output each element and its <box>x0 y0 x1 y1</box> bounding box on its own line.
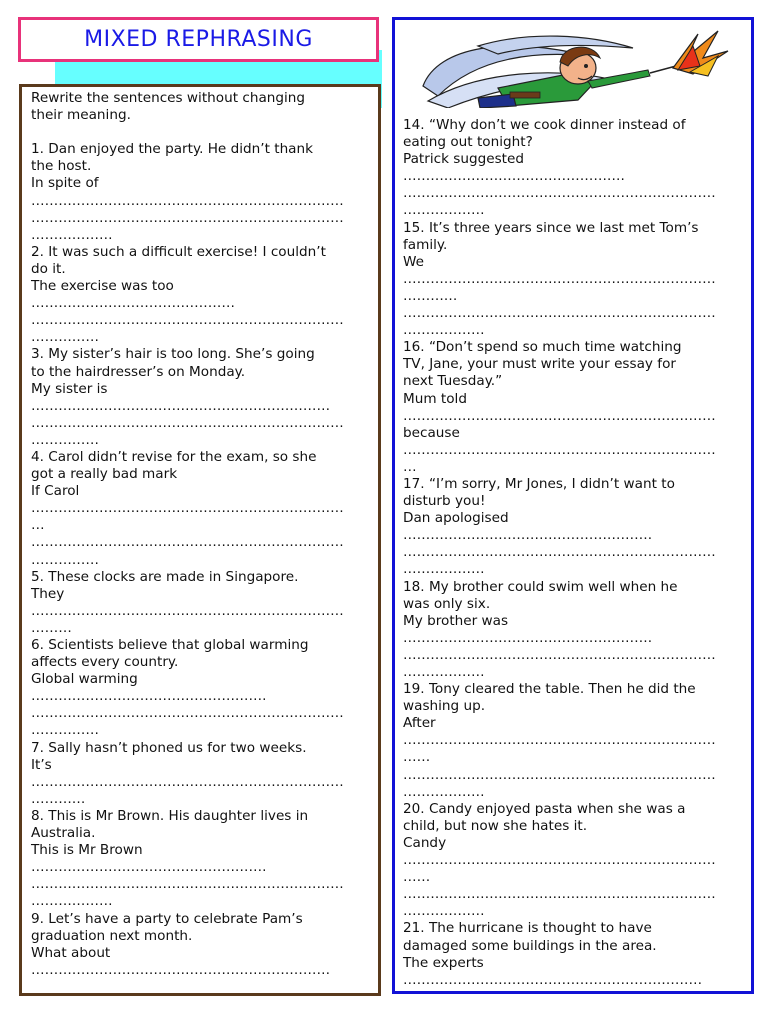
text-line: Australia. <box>31 825 96 842</box>
text-line: ……………………………………… <box>31 295 235 312</box>
text-line: ………… <box>403 287 458 304</box>
text-line: 18. My brother could swim well when he <box>403 578 678 595</box>
text-line: 2. It was such a difficult exercise! I couldn’t <box>31 243 326 260</box>
right-exercise-column <box>403 117 716 989</box>
text-line <box>31 124 344 141</box>
text-line: …………………………………………………………… <box>403 852 716 869</box>
text-line: do it. <box>31 260 66 277</box>
left-exercise-column <box>31 90 344 979</box>
text-line: graduation next month. <box>31 927 193 944</box>
text-line: After <box>403 715 436 732</box>
text-line: ……………… <box>403 783 485 800</box>
text-line: …………………………………………………………… <box>403 441 716 458</box>
text-line: …… <box>403 749 431 766</box>
text-line: Candy <box>403 834 447 851</box>
text-line: ……………………………………………. <box>31 859 267 876</box>
text-line: 1. Dan enjoyed the party. He didn’t thank <box>31 141 314 158</box>
text-line: 20. Candy enjoyed pasta when she was a <box>403 800 686 817</box>
text-line: 6. Scientists believe that global warming <box>31 637 309 653</box>
text-line: 7. Sally hasn’t phoned us for two weeks. <box>31 739 307 756</box>
text-line: They <box>31 585 65 602</box>
text-line: This is Mr Brown <box>31 842 143 859</box>
text-line: The experts <box>403 954 484 971</box>
text-line: ……… <box>31 619 72 636</box>
text-line: …………………………………………. <box>403 168 625 185</box>
text-line: child, but now she hates it. <box>403 817 588 834</box>
text-line: Patrick suggested <box>403 151 525 168</box>
windy-boy-illustration <box>418 26 730 108</box>
text-line: …………………………………………………………… <box>31 414 344 431</box>
text-line: …………………………………………………………… <box>403 407 716 424</box>
text-line: …………… <box>31 329 99 346</box>
text-line: the host. <box>31 158 92 175</box>
text-line: washing up. <box>403 698 486 715</box>
text-line: …………………………………………………………… <box>403 886 716 903</box>
text-line: Rewrite the sentences without changing <box>31 90 306 106</box>
text-line: Dan apologised <box>403 510 509 527</box>
text-line: next Tuesday.” <box>403 373 503 390</box>
text-line: ………………………………………………………… <box>31 397 331 414</box>
text-line: …………… <box>31 551 99 568</box>
text-line: …………… <box>31 431 99 448</box>
text-line: ……………… <box>403 202 485 219</box>
text-line: My brother was <box>403 612 509 629</box>
text-line: …………………………………………………………… <box>403 646 716 663</box>
text-line: 16. “Don’t spend so much time watching <box>403 339 682 356</box>
text-line: … <box>403 458 417 475</box>
text-line: 9. Let’s have a party to celebrate Pam’s <box>31 910 303 927</box>
text-line: TV, Jane, your must write your essay for <box>403 356 676 373</box>
text-line: Mum told <box>403 390 467 407</box>
text-line: damaged some buildings in the area. <box>403 937 657 954</box>
text-line: to the hairdresser’s on Monday. <box>31 363 246 380</box>
text-line: ……………… <box>403 664 485 680</box>
text-line: affects every country. <box>31 654 179 671</box>
text-line: disturb you! <box>403 493 486 510</box>
text-line: …… <box>403 869 431 886</box>
text-line: because <box>403 424 460 441</box>
text-line: 14. “Why don’t we cook dinner instead of <box>403 117 686 133</box>
text-line: ……………… <box>403 561 485 578</box>
text-line: …………………………………………………………… <box>31 773 344 790</box>
text-line: …………………………………………………………… <box>403 766 716 783</box>
text-line: …………………………………………………………… <box>403 185 716 202</box>
text-line: 3. My sister’s hair is too long. She’s going <box>31 346 315 363</box>
text-line: …………………………………………………………… <box>403 270 716 287</box>
text-line: 19. Tony cleared the table. Then he did the <box>403 681 696 698</box>
text-line: ……………… <box>403 322 485 339</box>
text-line: ………………………………………………. <box>403 629 653 646</box>
text-line: 15. It’s three years since we last met Tom’s <box>403 219 699 236</box>
text-line: family. <box>403 236 448 253</box>
text-line: My sister is <box>31 380 108 397</box>
text-line: …………………………………………………………… <box>31 602 344 619</box>
text-line: …………………………………………………………… <box>31 209 344 226</box>
text-line: Global warming <box>31 671 138 688</box>
text-line: ………………………………………………. <box>403 527 653 544</box>
text-line: We <box>403 253 425 270</box>
text-line: ………………………………………………………… <box>31 961 331 978</box>
text-line: ………………………………………………………… <box>403 971 703 988</box>
text-line: …………………………………………………………… <box>403 732 716 749</box>
text-line: 21. The hurricane is thought to have <box>403 920 652 937</box>
text-line: 17. “I’m sorry, Mr Jones, I didn’t want to <box>403 475 675 492</box>
text-line: It’s <box>31 756 52 773</box>
text-line: What about <box>31 944 111 961</box>
text-line: was only six. <box>403 595 491 612</box>
text-line: their meaning. <box>31 107 131 124</box>
page-title: MIXED REPHRASING <box>84 27 313 52</box>
text-line: ………… <box>31 790 86 807</box>
text-line: In spite of <box>31 175 99 192</box>
text-line: …………………………………………………………… <box>31 192 344 209</box>
text-line: ……………… <box>31 893 113 910</box>
text-line: …………………………………………………………… <box>31 312 344 329</box>
text-line: 8. This is Mr Brown. His daughter lives in <box>31 807 309 824</box>
text-line: …………………………………………………………… <box>403 305 716 322</box>
title-box <box>18 17 379 62</box>
text-line: …………………………………………………………… <box>31 876 344 893</box>
text-line: ……………………………………………. <box>31 688 267 705</box>
text-line: … <box>31 517 45 534</box>
text-line: …………………………………………………………… <box>403 544 716 561</box>
text-line: If Carol <box>31 483 80 500</box>
text-line: …………………………………………………………… <box>31 534 344 551</box>
text-line: eating out tonight? <box>403 134 533 151</box>
text-line: ……………… <box>403 903 485 920</box>
text-line: got a really bad mark <box>31 466 178 483</box>
text-line: …………… <box>31 722 99 739</box>
text-line: …………………………………………………………… <box>31 705 344 722</box>
text-line: 4. Carol didn’t revise for the exam, so she <box>31 448 317 465</box>
text-line: 5. These clocks are made in Singapore. <box>31 568 299 585</box>
text-line: ……………… <box>31 226 113 243</box>
text-line: …………………………………………………………… <box>31 500 344 517</box>
text-line: The exercise was too <box>31 278 174 295</box>
